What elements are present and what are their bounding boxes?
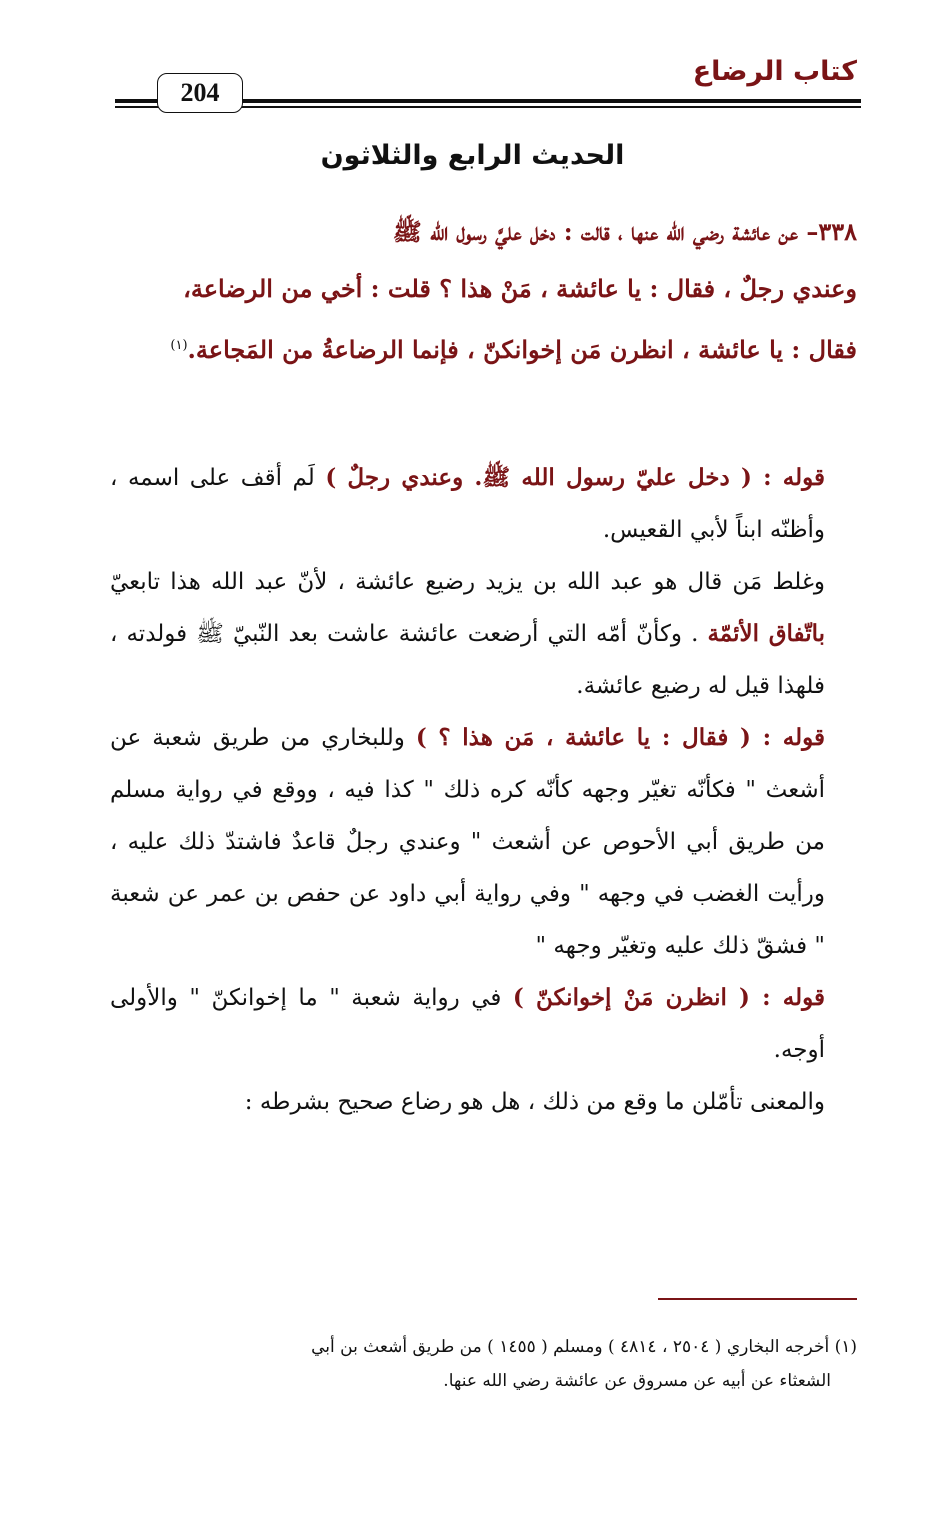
footnote-number: (١) <box>834 1337 857 1357</box>
quoted-phrase: قوله : ( فقال : يا عائشة ، مَن هذا ؟ ) <box>415 724 825 751</box>
commentary-text: والمعنى تأمّلن ما وقع من ذلك ، هل هو رضاع صحيح بشرطه : <box>244 1089 825 1115</box>
footnote-separator <box>658 1298 857 1300</box>
footnote-marker: (١) <box>170 338 188 353</box>
footnote-line <box>110 1330 857 1364</box>
commentary-paragraph <box>110 972 857 1076</box>
hadith-heading: الحديث الرابع والثلاثون <box>320 140 625 171</box>
quoted-phrase: قوله : ( دخل عليّ رسول الله ﷺ. وعندي رجلٌ ) <box>325 464 825 491</box>
commentary-paragraph <box>110 556 857 712</box>
footnote-line <box>110 1364 857 1398</box>
commentary-paragraph <box>110 712 857 972</box>
footnote-text: أخرجه البخاري ( ٢٥٠٤ ، ٤٨١٤ ) ومسلم ( ١٤٥٥ ) من طريق أشعث بن أبي <box>311 1337 830 1357</box>
commentary-text: في رواية شعبة " ما إخوانكنّ " والأولى أوجه. <box>110 985 825 1063</box>
book-title: كتاب الرضاع <box>692 56 857 87</box>
commentary-text: وللبخاري من طريق شعبة عن أشعث " فكأنّه تغيّر وجهه كأنّه كره ذلك " كذا فيه ، ووقع في رواية مسلم من طريق أبي الأحوص عن أشعث " وعندي رجلٌ قاعدٌ فاشتدّ ذلك عليه ، ورأيت الغضب في وجهه " وفي رواية أبي داود عن حفص بن عمر عن شعبة " فشقّ ذلك عليه وتغيّر وجهه " <box>110 725 825 959</box>
hadith-text <box>110 203 857 378</box>
commentary-text: وغلط مَن قال هو عبد الله بن يزيد رضيع عائشة ، لأنّ عبد الله هذا تابعيّ <box>110 569 825 595</box>
footnote-text: الشعثاء عن أبيه عن مسروق عن عائشة رضي الله عنها. <box>443 1371 831 1391</box>
footnotes <box>110 1330 857 1398</box>
commentary-paragraph <box>110 452 857 556</box>
commentary-paragraph <box>110 1076 857 1128</box>
hadith-line: وعندي رجلٌ ، فقال : يا عائشة ، مَنْ هذا ؟ قلت : أخي من الرضاعة، <box>183 274 857 303</box>
commentary <box>110 452 857 1128</box>
quoted-phrase: قوله : ( انظرن مَنْ إخوانكنّ ) <box>512 984 825 1011</box>
commentary-text: لَم أقف على اسمه ، وأظنّه ابناً لأبي القعيس. <box>110 465 825 543</box>
hadith-line: ٣٣٨– عن عائشة رضي الله عنها ، قالت : دخل عليَّ رسول الله ﷺ <box>392 217 857 246</box>
page-number: 204 <box>157 73 243 113</box>
quoted-phrase: باتّفاق الأئمّة <box>707 620 826 647</box>
hadith-line: فقال : يا عائشة ، انظرن مَن إخوانكنّ ، فإنما الرضاعةُ من المَجاعة.$^{(١)}$ <box>170 335 857 364</box>
commentary-text: . وكأنّ أمّه التي أرضعت عائشة عاشت بعد النّبيّ ﷺ فولدته ، فلهذا قيل له رضيع عائشة. <box>110 621 825 699</box>
